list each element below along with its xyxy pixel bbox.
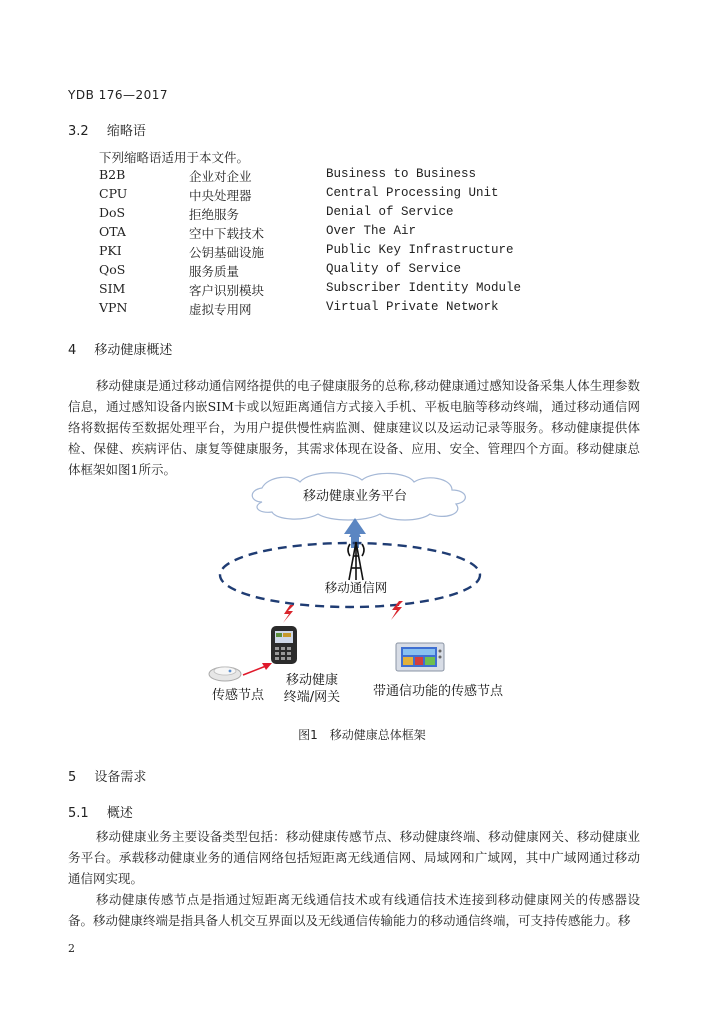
section-4-heading xyxy=(68,339,172,358)
terminal-label-line2: 终端/网关 xyxy=(283,690,341,705)
page-number: 2 xyxy=(68,942,75,955)
abbr-zh: 企业对企业 xyxy=(189,169,252,184)
abbr: SIM xyxy=(99,281,126,296)
section-3-2-heading xyxy=(68,120,146,139)
section-title: 移动健康概述 xyxy=(94,343,173,358)
abbr-en: Over The Air xyxy=(326,224,417,238)
abbr: CPU xyxy=(99,186,128,201)
abbr-zh: 空中下载技术 xyxy=(189,226,265,241)
mobile-health-framework-diagram xyxy=(0,470,724,730)
terminal-label-line1: 移动健康 xyxy=(285,673,339,688)
comm-sensor-device-icon xyxy=(396,643,444,671)
abbr-en: Public Key Infrastructure xyxy=(326,243,514,257)
abbr-en: Business to Business xyxy=(326,167,477,181)
abbr-zh: 中央处理器 xyxy=(189,188,252,203)
abbr-zh: 拒绝服务 xyxy=(189,207,240,222)
abbr-zh: 公钥基础设施 xyxy=(189,245,265,260)
section-number: 5.1 xyxy=(68,806,89,821)
abbr: DoS xyxy=(99,205,126,220)
doc-id-header: YDB 176—2017 xyxy=(68,88,169,102)
section-4-paragraph: 移动健康是通过移动通信网络提供的电子健康服务的总称,移动健康通过感知设备采集人体生理参数信息，通过感知设备内嵌SIM卡或以短距离通信方式接入手机、平板电脑等移动终端，通过移动通信网络将数据传至数据处理平台，为用户提供慢性病监测、健康建议以及运动记录等服务。移动健康提供体检、保健、疾病评估、康复等健康服务，其需求体现在设备、应用、安全、管理四个方面。移动健康总体框架如图1所示。 xyxy=(68,378,640,477)
section-number: 3.2 xyxy=(68,124,89,139)
lightning-icon xyxy=(391,601,403,620)
section-number: 4 xyxy=(68,343,77,358)
section-title: 缩略语 xyxy=(106,124,146,139)
abbr-en: Quality of Service xyxy=(326,262,462,276)
comm-sensor-label: 带通信功能的传感节点 xyxy=(372,684,504,699)
red-arrow-line xyxy=(243,666,266,675)
abbr-zh: 虚拟专用网 xyxy=(189,302,252,317)
abbreviations-intro: 下列缩略语适用于本文件。 xyxy=(99,150,250,165)
abbr: PKI xyxy=(99,243,122,258)
abbr-en: Denial of Service xyxy=(326,205,454,219)
network-label: 移动通信网 xyxy=(324,580,388,595)
phone-terminal-icon xyxy=(271,626,297,664)
abbr: VPN xyxy=(99,300,128,315)
cloud-label: 移动健康业务平台 xyxy=(302,489,408,504)
section-5-1-paragraph-1: 移动健康业务主要设备类型包括：移动健康传感节点、移动健康终端、移动健康网关、移动健康业务平台。承载移动健康业务的通信网络包括短距离无线通信网、局域网和广域网，其中广域网通过移动通信网实现。 xyxy=(68,829,640,886)
abbr-en: Central Processing Unit xyxy=(326,186,499,200)
sensor-node-icon xyxy=(209,667,241,681)
section-5-1-paragraph-2: 移动健康传感节点是指通过短距离无线通信技术或有线通信技术连接到移动健康网关的传感器设备。移动健康终端是指具备人机交互界面以及无线通信传输能力的移动通信终端，可支持传感能力。移 xyxy=(68,892,640,928)
abbr-zh: 服务质量 xyxy=(189,264,240,279)
figure-caption: 图1 移动健康总体框架 xyxy=(298,728,426,742)
section-5-heading xyxy=(68,766,146,785)
abbr-en: Subscriber Identity Module xyxy=(326,281,522,295)
abbr: QoS xyxy=(99,262,126,277)
section-title: 设备需求 xyxy=(94,770,147,785)
sensor-label: 传感节点 xyxy=(211,688,265,703)
abbr: OTA xyxy=(99,224,126,239)
section-title: 概述 xyxy=(106,806,133,821)
abbr: B2B xyxy=(99,167,126,182)
abbr-en: Virtual Private Network xyxy=(326,300,499,314)
lightning-icon xyxy=(283,605,294,623)
section-number: 5 xyxy=(68,770,77,785)
antenna-tower-icon xyxy=(348,542,364,580)
section-5-1-heading xyxy=(68,802,133,821)
abbr-zh: 客户识别模块 xyxy=(189,283,265,298)
